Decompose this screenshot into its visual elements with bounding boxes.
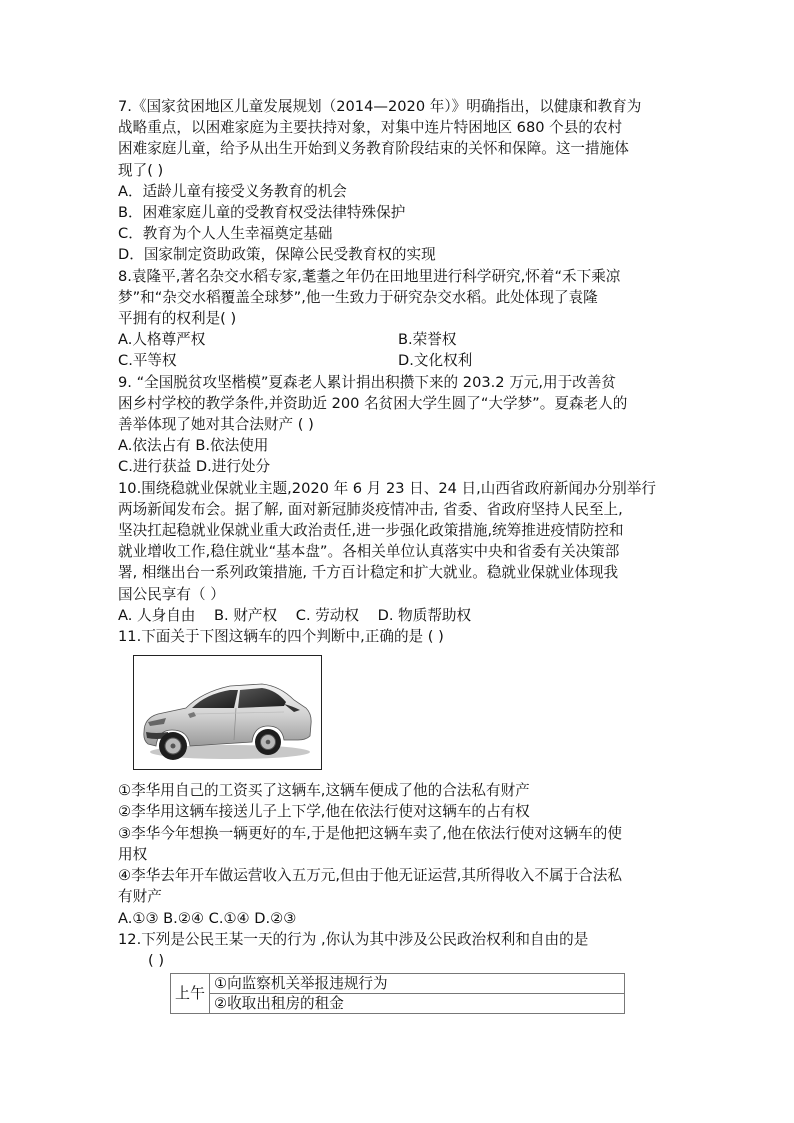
q8-option-d: D.文化权利 bbox=[398, 352, 473, 370]
q10-stem-line: 署, 相继出台一系列政策措施, 千方百计稳定和扩大就业。稳就业保就业体现我 bbox=[118, 564, 619, 582]
q7-option-d: D．国家制定资助政策，保障公民受教育权的实现 bbox=[118, 246, 436, 264]
q12-time-cell: 上午 bbox=[171, 974, 210, 1014]
q9-stem-line: 9. “全国脱贫攻坚楷模”夏森老人累计捐出积攒下来的 203.2 万元,用于改善贫 bbox=[118, 373, 617, 391]
q8-options-row bbox=[118, 350, 678, 371]
q11-statement-1: ①李华用自己的工资买了这辆车,这辆车便成了他的合法私有财产 bbox=[118, 782, 530, 800]
q8-option-c: C.平等权 bbox=[118, 352, 177, 370]
q11-statement-3: ③李华今年想换一辆更好的车,于是他把这辆车卖了,他在依法行使对这辆车的使 bbox=[118, 824, 622, 842]
q9-options-line: C.进行获益 D.进行处分 bbox=[118, 458, 271, 476]
question-10 bbox=[118, 478, 678, 626]
q9-options-line: A.依法占有 B.依法使用 bbox=[118, 437, 269, 455]
q7-stem-line: 困难家庭儿童，给予从出生开始到义务教育阶段结束的关怀和保障。这一措施体 bbox=[118, 140, 629, 158]
q7-option-c: C．教育为个人人生幸福奠定基础 bbox=[118, 225, 333, 243]
question-8 bbox=[118, 266, 678, 372]
question-9 bbox=[118, 372, 678, 478]
table-row bbox=[171, 974, 625, 994]
q11-statement-2: ②李华用这辆车接送儿子上下学,他在依法行使对这辆车的占有权 bbox=[118, 803, 530, 821]
question-7 bbox=[118, 96, 678, 266]
car-illustration bbox=[134, 656, 320, 768]
q12-activity-2: ②收取出租房的租金 bbox=[210, 994, 625, 1014]
q11-statement-3-cont: 用权 bbox=[118, 845, 148, 863]
q10-stem-line: 两场新闻发布会。据了解, 面对新冠肺炎疫情冲击, 省委、省政府坚持人民至上, bbox=[118, 500, 623, 518]
q12-stem: 12.下列是公民王某一天的行为 ,你认为其中涉及公民政治权利和自由的是 bbox=[118, 930, 589, 948]
question-11 bbox=[118, 626, 678, 929]
q12-activity-1: ①向监察机关举报违规行为 bbox=[210, 974, 625, 994]
q7-stem-line: 现了( ) bbox=[118, 161, 164, 179]
q10-stem-line: 坚决扛起稳就业保就业重大政治责任,进一步强化政策措施,统筹推进疫情防控和 bbox=[118, 522, 624, 540]
q7-option-a: A．适龄儿童有接受义务教育的机会 bbox=[118, 182, 347, 200]
q12-answer-paren: ( ) bbox=[148, 951, 165, 969]
q10-stem-line: 国公民享有（ ） bbox=[118, 585, 225, 603]
exam-page bbox=[118, 96, 678, 1014]
q10-option-b: B. 财产权 bbox=[214, 606, 278, 624]
q8-stem-line: 平拥有的权利是( ) bbox=[118, 310, 237, 328]
q12-schedule-table bbox=[170, 973, 625, 1014]
q8-stem-line: 梦”和“杂交水稻覆盖全球梦”,他一生致力于研究杂交水稻。此处体现了袁隆 bbox=[118, 288, 598, 306]
q10-options-line bbox=[118, 605, 678, 626]
q8-option-a: A.人格尊严权 bbox=[118, 331, 206, 349]
q9-stem-line: 善举体现了她对其合法财产 ( ) bbox=[118, 416, 314, 434]
table-row bbox=[171, 994, 625, 1014]
q11-statement-4: ④李华去年开车做运营收入五万元,但由于他无证运营,其所得收入不属于合法私 bbox=[118, 867, 622, 885]
question-12 bbox=[118, 929, 678, 1014]
q11-statement-4-cont: 有财产 bbox=[118, 888, 162, 906]
q7-stem-line: 战略重点，以困难家庭为主要扶持对象，对集中连片特困地区 680 个县的农村 bbox=[118, 119, 623, 137]
q7-stem-line: 7.《国家贫困地区儿童发展规划（2014—2020 年）》明确指出，以健康和教育为 bbox=[118, 98, 642, 115]
q10-stem-line: 就业增收工作,稳住就业“基本盘”。各相关单位认真落实中央和省委有关决策部 bbox=[118, 543, 620, 561]
q10-option-d: D. 物质帮助权 bbox=[377, 606, 472, 624]
q10-option-a: A. 人身自由 bbox=[118, 606, 196, 624]
q8-options-row bbox=[118, 329, 678, 350]
q11-stem: 11.下面关于下图这辆车的四个判断中,正确的是 ( ) bbox=[118, 628, 444, 646]
q10-option-c: C. 劳动权 bbox=[295, 606, 359, 624]
q10-stem-line: 10.围绕稳就业保就业主题,2020 年 6 月 23 日、24 日,山西省政府新闻办分别举行 bbox=[118, 479, 656, 497]
q8-stem-line: 8.袁隆平,著名杂交水稻专家,耄耋之年仍在田地里进行科学研究,怀着“禾下乘凉 bbox=[118, 267, 621, 285]
q9-stem-line: 困乡村学校的教学条件,并资助近 200 名贫困大学生圆了“大学梦”。夏森老人的 bbox=[118, 394, 628, 412]
q8-option-b: B.荣誉权 bbox=[398, 331, 457, 349]
q11-options-line: A.①③ B.②④ C.①④ D.②③ bbox=[118, 909, 297, 927]
q7-option-b: B．困难家庭儿童的受教育权受法律特殊保护 bbox=[118, 204, 406, 222]
car-image bbox=[133, 655, 322, 770]
